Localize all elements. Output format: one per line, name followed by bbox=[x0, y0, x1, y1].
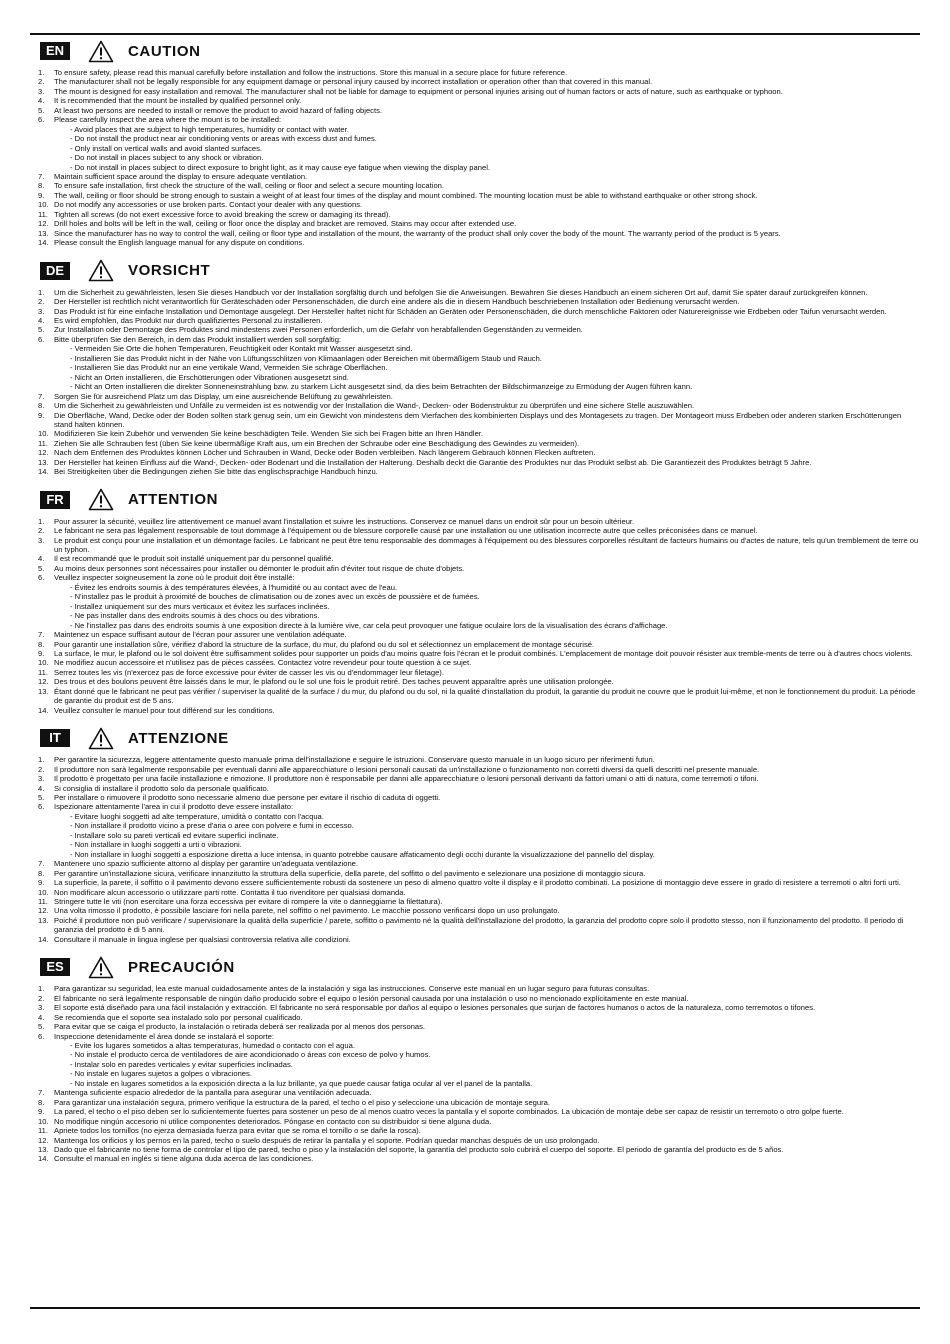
list-item bbox=[38, 1145, 920, 1154]
list-item bbox=[38, 916, 920, 935]
item-text: Si consiglia di installare il prodotto solo da personale qualificato. bbox=[54, 783, 269, 793]
list-item bbox=[38, 1136, 920, 1145]
list-item bbox=[38, 706, 920, 715]
list-item bbox=[38, 1117, 920, 1126]
warning-triangle-icon bbox=[88, 40, 114, 63]
item-number: 2. bbox=[38, 526, 45, 536]
item-number: 12. bbox=[38, 448, 49, 458]
item-number: 6. bbox=[38, 115, 45, 125]
list-item bbox=[38, 181, 920, 190]
list-item bbox=[38, 897, 920, 906]
section-title: ATTENTION bbox=[128, 491, 219, 509]
list-item bbox=[38, 1022, 920, 1031]
item-number: 5. bbox=[38, 793, 45, 802]
item-text: Para garantizar su seguridad, lea este manual cuidadosamente antes de la instalación y siga las instrucciones. Conserve este manual en un lugar seguro para futuras consultas. bbox=[54, 984, 650, 994]
item-text: Poiché il produttore non può verificare / supervisionare la qualità della superficie / parete, soffitto o pavimento né la qualità dell'installazione del prodotto, la garanzia del prodotto copre solo il prodotto stesso, non il funzionamento del prodotto. Il periodo di garanzia del prodotto è di 5 anni. bbox=[54, 915, 904, 935]
sub-item: - Do not install in places subject to direct exposure to bright light, as it may cause eye fatigue when viewing the display panel. bbox=[70, 162, 490, 172]
item-number: 2. bbox=[38, 764, 45, 774]
list-item bbox=[38, 106, 920, 115]
item-number: 12. bbox=[38, 906, 49, 916]
item-text: Non modificare alcun accessorio o utilizzare parti rotte. Contatta il tuo rivenditore per qualsiasi domanda. bbox=[54, 887, 406, 897]
item-text: Se recomienda que el soporte sea instalado solo por personal cualificado. bbox=[54, 1012, 303, 1022]
section-header bbox=[38, 489, 920, 511]
item-number: 4. bbox=[38, 1012, 45, 1022]
item-text: Es wird empfohlen, das Produkt nur durch qualifiziertes Personal zu installieren. bbox=[54, 315, 323, 325]
item-number: 14. bbox=[38, 1154, 49, 1164]
item-number: 11. bbox=[38, 896, 48, 906]
sub-list bbox=[54, 125, 920, 172]
instruction-list bbox=[38, 68, 920, 248]
item-number: 4. bbox=[38, 554, 45, 564]
instruction-list bbox=[38, 517, 920, 716]
item-text: Das Produkt ist für eine einfache Installation und Demontage ausgelegt. Der Hersteller haftet nicht für Schäden an Geräten oder Personenschäden, die durch menschliche Faktoren oder Naturereignisse wie Erdbeben oder Taifun verursacht werden. bbox=[54, 306, 887, 316]
instruction-list bbox=[38, 755, 920, 944]
item-text: Please carefully inspect the area where the mount is to be installed: bbox=[54, 115, 282, 125]
item-text: Il est recommandé que le produit soit installé uniquement par du personnel qualifié. bbox=[54, 554, 334, 564]
item-number: 3. bbox=[38, 86, 45, 96]
list-item bbox=[38, 238, 920, 247]
item-text: Inspeccione detenidamente el área donde se instalará el soporte: bbox=[54, 1031, 274, 1041]
item-text: Étant donné que le fabricant ne peut pas vérifier / superviser la qualité de la surface / du mur, du plafond ou du sol, ni la qualité d'installation du produit, la garantie du produit ne couvre que le produit lui-même, et non le fonctionnement du produit. La période de garantie du produit est de 5 ans. bbox=[54, 686, 916, 706]
item-text: El fabricante no será legalmente responsable de ningún daño producido sobre el equipo o lesión personal causada por una instalación o uso no mencionado explícitamente en este manual. bbox=[54, 993, 689, 1003]
instruction-list bbox=[38, 984, 920, 1164]
item-text: Pour assurer la sécurité, veuillez lire attentivement ce manuel avant l'installation et suivre les instructions. Conservez ce manuel dans un endroit sûr pour un besoin ultérieur. bbox=[54, 516, 635, 526]
item-number: 3. bbox=[38, 535, 45, 545]
item-text: Dado que el fabricante no tiene forma de controlar el tipo de pared, techo o piso y la instalación del soporte, la garantía del producto solo cubrirá el cuerpo del soporte. El periodo de garantía del producto es de 5 años. bbox=[54, 1144, 784, 1154]
list-item bbox=[38, 316, 920, 325]
item-text: Apriete todos los tornillos (no ejerza demasiada fuerza para evitar que se roma el tornillo o se dañe la rosca). bbox=[54, 1126, 421, 1136]
item-text: Il produttore non sarà legalmente responsabile per eventuali danni alle apparecchiature o lesioni personali causati da un'installazione o funzionamento non corretti diversi da quelli descritti nel presente manuale. bbox=[54, 764, 760, 774]
list-item bbox=[38, 687, 920, 706]
item-number: 8. bbox=[38, 868, 45, 878]
item-text: Mantenga los orificios y los pernos en la pared, techo o suelo después de retirar la pantalla y el soporte. Podrían quedar manchas después de un uso prolongado. bbox=[54, 1135, 600, 1145]
item-number: 13. bbox=[38, 457, 49, 467]
item-text: Per garantire la sicurezza, leggere attentamente questo manuale prima dell'installazione e seguire le istruzioni. Conservare questo manuale in un luogo sicuro per riferimenti futuri. bbox=[54, 755, 655, 765]
list-item bbox=[38, 802, 920, 859]
item-number: 7. bbox=[38, 171, 45, 181]
section-es bbox=[38, 956, 920, 1164]
section-header bbox=[38, 956, 920, 978]
item-number: 9. bbox=[38, 649, 45, 659]
item-number: 10. bbox=[38, 200, 49, 210]
sub-item: - Avoid places that are subject to high temperatures, humidity or contact with water. bbox=[70, 124, 349, 134]
list-item bbox=[38, 115, 920, 172]
item-number: 10. bbox=[38, 1116, 49, 1126]
section-title: CAUTION bbox=[128, 42, 201, 60]
bottom-rule bbox=[30, 1307, 920, 1309]
sub-item: - Nicht an Orten installieren die direkter Sonneneinstrahlung bzw. zu starkem Licht ausgesetzt sind, da dies beim Betrachten der Bildschirmanzeige zu Ermüdung der Augen führen kann. bbox=[70, 382, 693, 392]
item-number: 4. bbox=[38, 315, 45, 325]
item-text: Ziehen Sie alle Schrauben fest (üben Sie keine übermäßige Kraft aus, um ein Brechen der Schraube oder eine Beschädigung des Gewindes zu vermeiden). bbox=[54, 438, 580, 448]
item-number: 14. bbox=[38, 467, 49, 477]
item-number: 10. bbox=[38, 887, 49, 897]
section-title: PRECAUCIÓN bbox=[128, 958, 235, 976]
item-number: 7. bbox=[38, 391, 45, 401]
item-text: Bei Streitigkeiten über die Bedingungen ziehen Sie bitte das englischsprachige Handbuch hinzu. bbox=[54, 467, 378, 477]
section-en bbox=[38, 40, 920, 248]
item-text: Para evitar que se caiga el producto, la instalación o retirada deberá ser realizada por al menos dos personas. bbox=[54, 1022, 426, 1032]
item-number: 2. bbox=[38, 77, 45, 87]
list-item bbox=[38, 191, 920, 200]
list-item bbox=[38, 1013, 920, 1022]
list-item bbox=[38, 526, 920, 535]
item-number: 8. bbox=[38, 401, 45, 411]
section-header bbox=[38, 727, 920, 749]
item-number: 9. bbox=[38, 1107, 45, 1117]
item-number: 8. bbox=[38, 181, 45, 191]
item-text: Serrez toutes les vis (n'exercez pas de force excessive pour éviter de casser les vis ou d'endommager leur filetage). bbox=[54, 667, 444, 677]
instruction-list bbox=[38, 288, 920, 477]
list-item bbox=[38, 564, 920, 573]
warning-triangle-icon bbox=[88, 727, 114, 750]
item-number: 6. bbox=[38, 1031, 45, 1041]
item-number: 14. bbox=[38, 934, 49, 944]
language-badge: EN bbox=[40, 42, 70, 60]
sub-item: - No instale en lugares sometidos a la exposición directa a la luz brillante, ya que puede causar fatiga ocular al ver el panel de la pantalla. bbox=[70, 1078, 533, 1088]
item-number: 5. bbox=[38, 563, 45, 573]
item-number: 3. bbox=[38, 774, 45, 784]
list-item bbox=[38, 411, 920, 430]
item-number: 5. bbox=[38, 325, 45, 335]
item-number: 11. bbox=[38, 438, 48, 448]
sub-item: - Instalar solo en paredes verticales y evitar superficies inclinadas. bbox=[70, 1059, 293, 1069]
item-number: 7. bbox=[38, 1088, 45, 1098]
list-item bbox=[38, 994, 920, 1003]
list-item bbox=[38, 325, 920, 334]
item-text: Nach dem Entfernen des Produktes können Löcher und Schrauben in Wand, Decke oder Boden verbleiben. Nach längerem Gebrauch können Flecken auftreten. bbox=[54, 448, 596, 458]
sub-item: - Non installare in luoghi soggetti a urti o vibrazioni. bbox=[70, 840, 242, 850]
sub-item: - Do not install the product near air conditioning vents or areas with excess dust and fumes. bbox=[70, 134, 377, 144]
item-text: To ensure safe installation, first check the structure of the wall, ceiling or floor and select a secure mounting location. bbox=[54, 181, 445, 191]
item-text: Consulte el manual en inglés si tiene alguna duda acerca de las condiciones. bbox=[54, 1154, 314, 1164]
item-text: Zur Installation oder Demontage des Produktes sind mindestens zwei Personen erforderlich, um die Gefahr von herabfallenden Gegenständen zu vermeiden. bbox=[54, 325, 583, 335]
list-item bbox=[38, 219, 920, 228]
item-number: 8. bbox=[38, 639, 45, 649]
list-item bbox=[38, 649, 920, 658]
sub-list bbox=[54, 583, 920, 630]
item-text: Pour garantir une installation sûre, vérifiez d'abord la structure de la surface, du mur, du plafond ou du sol et sélectionnez un emplacement de montage sécurisé. bbox=[54, 639, 595, 649]
list-item bbox=[38, 888, 920, 897]
list-item bbox=[38, 517, 920, 526]
item-number: 5. bbox=[38, 1022, 45, 1032]
item-number: 14. bbox=[38, 705, 49, 715]
sub-item: - Only install on vertical walls and avoid slanted surfaces. bbox=[70, 143, 263, 153]
language-badge: IT bbox=[40, 729, 70, 747]
sub-item: - Évitez les endroits soumis à des températures élevées, à l'humidité ou au contact avec de l'eau. bbox=[70, 582, 398, 592]
list-item bbox=[38, 573, 920, 630]
list-item bbox=[38, 630, 920, 639]
item-number: 9. bbox=[38, 190, 45, 200]
list-item bbox=[38, 869, 920, 878]
top-rule bbox=[30, 33, 920, 35]
item-text: Drill holes and bolts will be left in the wall, ceiling or floor once the display and bracket are removed. Stains may occur after extended use. bbox=[54, 219, 517, 229]
item-text: Please consult the English language manual for any dispute on conditions. bbox=[54, 238, 305, 248]
list-item bbox=[38, 172, 920, 181]
sub-item: - No instale el producto cerca de ventiladores de aire acondicionado o áreas con exceso de polvo y humos. bbox=[70, 1050, 431, 1060]
section-title: VORSICHT bbox=[128, 262, 211, 280]
item-text: Au moins deux personnes sont nécessaires pour installer ou démonter le produit afin d'éviter tout risque de chute d'objets. bbox=[54, 563, 465, 573]
sub-item: - Installez uniquement sur des murs verticaux et évitez les surfaces inclinées. bbox=[70, 601, 330, 611]
list-item bbox=[38, 984, 920, 993]
item-number: 13. bbox=[38, 228, 49, 238]
list-item bbox=[38, 554, 920, 563]
list-item bbox=[38, 1107, 920, 1116]
item-text: Bitte überprüfen Sie den Bereich, in dem das Produkt installiert werden soll sorgfältig: bbox=[54, 334, 342, 344]
item-number: 1. bbox=[38, 516, 45, 526]
list-item bbox=[38, 392, 920, 401]
list-item bbox=[38, 1098, 920, 1107]
item-number: 8. bbox=[38, 1097, 45, 1107]
item-text: Ne modifiez aucun accessoire et n'utilisez pas de pièces cassées. Contactez votre revendeur pour toute question à ce sujet. bbox=[54, 658, 472, 668]
item-text: Do not modify any accessories or use broken parts. Contact your dealer with any questions. bbox=[54, 200, 363, 210]
sub-item: - No instale en lugares sujetos a golpes o vibraciones. bbox=[70, 1069, 252, 1079]
item-number: 4. bbox=[38, 783, 45, 793]
section-header bbox=[38, 40, 920, 62]
list-item bbox=[38, 458, 920, 467]
list-item bbox=[38, 765, 920, 774]
list-item bbox=[38, 784, 920, 793]
item-number: 13. bbox=[38, 686, 49, 696]
item-number: 3. bbox=[38, 1003, 45, 1013]
item-number: 5. bbox=[38, 105, 45, 115]
list-item bbox=[38, 1088, 920, 1097]
item-text: Le fabricant ne sera pas légalement responsable de tout dommage à l'équipement ou de blessure corporelle causé par une installation ou une utilisation incorrecte autre que celles préconisées dans ce manuel. bbox=[54, 526, 758, 536]
item-number: 9. bbox=[38, 410, 45, 420]
list-item bbox=[38, 68, 920, 77]
sub-item: - N'installez pas le produit à proximité de bouches de climatisation ou de zones avec un excès de poussière et de fumées. bbox=[70, 592, 480, 602]
list-item bbox=[38, 906, 920, 915]
list-item bbox=[38, 668, 920, 677]
list-item bbox=[38, 640, 920, 649]
list-item bbox=[38, 229, 920, 238]
item-number: 1. bbox=[38, 68, 45, 77]
item-number: 13. bbox=[38, 1144, 49, 1154]
list-item bbox=[38, 1032, 920, 1089]
item-text: It is recommended that the mount be installed by qualified personnel only. bbox=[54, 96, 302, 106]
item-text: La pared, el techo o el piso deben ser lo suficientemente fuertes para sostener un peso de al menos cuatro veces la pantalla y el soporte combinados. La ubicación de montaje debe ser capaz de resistir un terremoto o otro golpe fuerte. bbox=[54, 1107, 844, 1117]
item-text: No modifique ningún accesorio ni utilice componentes deteriorados. Póngase en contacto con su distribuidor si tiene alguna duda. bbox=[54, 1116, 492, 1126]
warning-triangle-icon bbox=[88, 956, 114, 979]
document-body bbox=[38, 40, 920, 1176]
list-item bbox=[38, 288, 920, 297]
item-number: 12. bbox=[38, 1135, 49, 1145]
item-number: 4. bbox=[38, 96, 45, 106]
item-number: 3. bbox=[38, 306, 45, 316]
item-number: 6. bbox=[38, 334, 45, 344]
list-item bbox=[38, 87, 920, 96]
sub-list bbox=[54, 344, 920, 391]
list-item bbox=[38, 77, 920, 86]
item-text: Modifizieren Sie kein Zubehör und verwenden Sie keine beschädigten Teile. Wenden Sie sich bei Fragen bitte an Ihren Händler. bbox=[54, 429, 484, 439]
item-text: Consultare il manuale in lingua inglese per qualsiasi controversia relativa alle condizioni. bbox=[54, 934, 351, 944]
item-number: 9. bbox=[38, 878, 45, 888]
sub-item: - Evitare luoghi soggetti ad alte temperature, umidità o contatto con l'acqua. bbox=[70, 811, 324, 821]
list-item bbox=[38, 755, 920, 764]
item-number: 1. bbox=[38, 287, 45, 297]
sub-item: - Non installare il prodotto vicino a prese d'aria o aree con polvere e fumi in eccesso. bbox=[70, 821, 354, 831]
list-item bbox=[38, 335, 920, 392]
item-text: The wall, ceiling or floor should be strong enough to sustain a weight of at least four times of the display and mount combined. The mounting location must be able to withstand earthquake or other strong shock. bbox=[54, 190, 758, 200]
item-number: 6. bbox=[38, 573, 45, 583]
item-text: To ensure safety, please read this manual carefully before installation and follow the instructions. Store this manual in a secure place for future reference. bbox=[54, 68, 568, 77]
list-item bbox=[38, 429, 920, 438]
item-number: 11. bbox=[38, 667, 48, 677]
sub-item: - Installieren Sie das Produkt nicht in der Nähe von Lüftungsschlitzen von Klimaanlagen oder Bereichen mit übermäßigem Staub und Rauch. bbox=[70, 353, 542, 363]
sub-item: - Ne pas installer dans des endroits soumis à des chocs ou des vibrations. bbox=[70, 611, 320, 621]
list-item bbox=[38, 793, 920, 802]
item-text: Stringere tutte le viti (non esercitare una forza eccessiva per evitare di rompere la vite o danneggiarne la filettatura). bbox=[54, 896, 443, 906]
language-badge: ES bbox=[40, 958, 70, 976]
list-item bbox=[38, 297, 920, 306]
list-item bbox=[38, 1154, 920, 1163]
section-title: ATTENZIONE bbox=[128, 729, 229, 747]
item-number: 12. bbox=[38, 677, 49, 687]
list-item bbox=[38, 935, 920, 944]
item-number: 2. bbox=[38, 297, 45, 307]
list-item bbox=[38, 677, 920, 686]
item-text: Veuillez consulter le manuel pour tout différend sur les conditions. bbox=[54, 705, 275, 715]
section-header bbox=[38, 260, 920, 282]
language-badge: FR bbox=[40, 491, 70, 509]
sub-item: - Evite los lugares sometidos a altas temperaturas, humedad o contacto con el agua. bbox=[70, 1040, 355, 1050]
list-item bbox=[38, 448, 920, 457]
item-text: Since the manufacturer has no way to control the wall, ceiling or floor type and installation of the mount, the warranty of the product shall only cover the body of the mount. The warranty period of the product is 5 years. bbox=[54, 228, 781, 238]
list-item bbox=[38, 200, 920, 209]
item-text: Veuillez inspecter soigneusement la zone où le produit doit être installé: bbox=[54, 573, 295, 583]
sub-item: - Installieren Sie das Produkt nur an eine vertikale Wand, Vermeiden Sie schräge Oberflächen. bbox=[70, 363, 388, 373]
sub-item: - Do not install in places subject to any shock or vibration. bbox=[70, 153, 264, 163]
section-de bbox=[38, 260, 920, 477]
item-number: 11. bbox=[38, 209, 48, 219]
item-text: Mantenere uno spazio sufficiente attorno al display per garantire un'adeguata ventilazione. bbox=[54, 859, 358, 869]
section-fr bbox=[38, 489, 920, 716]
item-text: Para garantizar una instalación segura, primero verifique la estructura de la pared, el techo o el piso y seleccione una ubicación de montaje segura. bbox=[54, 1097, 550, 1107]
item-number: 6. bbox=[38, 802, 45, 812]
item-text: Mantenga suficiente espacio alrededor de la pantalla para asegurar una ventilación adecuada. bbox=[54, 1088, 372, 1098]
list-item bbox=[38, 307, 920, 316]
item-text: Die Oberfläche, Wand, Decke oder der Boden sollten stark genug sein, um ein Gewicht von mindestens dem Vierfachen des kombinierten Displays und des Montagesets zu tragen. Der Montageort muss Erdbeben oder anderen starken Erschütterungen stand halten können. bbox=[54, 410, 902, 429]
sub-item: - Vermeiden Sie Orte die hohen Temperaturen, Feuchtigkeit oder Kontakt mit Wasser ausgesetzt sind. bbox=[70, 344, 413, 354]
list-item bbox=[38, 96, 920, 105]
item-text: El soporte está diseñado para una fácil instalación y extracción. El fabricante no será responsable por daños al equipo o lesiones personales que surjan de factores humanos o actos de la naturaleza, como terremotos o tifones. bbox=[54, 1003, 816, 1013]
item-text: Der Hersteller ist rechtlich nicht verantwortlich für Geräteschäden oder Personenschäden, die durch eine andere als die in diesem Handbuch beschriebenen Installation oder Bedienung verursacht werden. bbox=[54, 297, 740, 307]
item-number: 11. bbox=[38, 1126, 48, 1136]
list-item bbox=[38, 1126, 920, 1135]
list-item bbox=[38, 658, 920, 667]
list-item bbox=[38, 774, 920, 783]
item-number: 2. bbox=[38, 993, 45, 1003]
list-item bbox=[38, 878, 920, 887]
list-item bbox=[38, 467, 920, 476]
item-text: Der Hersteller hat keinen Einfluss auf die Wand-, Decken- oder Bodenart und die Installation der Halterung. Deshalb deckt die Garantie des Produktes nur das Produkt selbst ab. Die Garantiezeit des Produktes beträgt 5 Jahre. bbox=[54, 457, 812, 467]
item-text: At least two persons are needed to install or remove the product to avoid hazard of falling objects. bbox=[54, 105, 382, 115]
item-number: 7. bbox=[38, 859, 45, 869]
list-item bbox=[38, 401, 920, 410]
item-text: The mount is designed for easy installation and removal. The manufacturer shall not be liable for damage to equipment or personal injuries arising out of human factors or acts of nature, such as earthquake or typhoon. bbox=[54, 86, 783, 96]
item-number: 1. bbox=[38, 755, 45, 765]
item-number: 14. bbox=[38, 238, 49, 248]
item-text: Per garantire un'installazione sicura, verificare innanzitutto la struttura della superficie, della parete, del soffitto o del pavimento e selezionare una posizione di montaggio sicura. bbox=[54, 868, 646, 878]
item-text: The manufacturer shall not be legally responsible for any equipment damage or personal injury caused by incorrect installation or operation other than that covered in this manual. bbox=[54, 77, 653, 87]
language-badge: DE bbox=[40, 262, 70, 280]
item-text: La superficie, la parete, il soffitto o il pavimento devono essere sufficientemente robusti da sostenere un peso di almeno quattro volte il display e il prodotto combinati. La posizione di montaggio deve essere in grado di resistere a terremoti o altri forti urti. bbox=[54, 878, 901, 888]
sub-item: - Installare solo su pareti verticali ed evitare superfici inclinate. bbox=[70, 830, 279, 840]
list-item bbox=[38, 859, 920, 868]
sub-item: - Nicht an Orten installieren, die Erschütterungen oder Vibrationen ausgesetzt sind. bbox=[70, 372, 349, 382]
item-text: Um die Sicherheit zu gewährleisten und Unfälle zu vermeiden ist es notwendig vor der Installation die Wand-, Decken- oder Bodenstruktur zu überprüfen und eine sichere Stelle auszuwählen. bbox=[54, 401, 695, 411]
item-text: Sorgen Sie für ausreichend Platz um das Display, um eine ausreichende Belüftung zu gewährleisten. bbox=[54, 391, 393, 401]
item-number: 7. bbox=[38, 630, 45, 640]
item-number: 1. bbox=[38, 984, 45, 994]
sub-list bbox=[54, 812, 920, 859]
item-text: Le produit est conçu pour une installation et un démontage faciles. Le fabricant ne peut être tenu responsable des dommages à l'équipement ou des blessures corporelles résultant de facteurs humains ou d'actes de nature, tels qu'un tremblement de terre ou un typhon. bbox=[54, 535, 919, 555]
sub-item: - Ne l'installez pas dans des endroits soumis à une exposition directe à la lumière vive, car cela peut provoquer une fatigue oculaire lors de la visualisation des écrans d'affichage. bbox=[70, 620, 668, 630]
sub-list bbox=[54, 1041, 920, 1088]
item-text: La surface, le mur, le plafond ou le sol doivent être suffisamment solides pour supporter un poids d'au moins quatre fois l'écran et le produit combinés. L'emplacement de montage doit pouvoir résister aux tremble-ments de terre ou à d'autres chocs violents. bbox=[54, 649, 913, 659]
item-number: 13. bbox=[38, 915, 49, 925]
item-text: Ispezionare attentamente l'area in cui il prodotto deve essere installato: bbox=[54, 802, 294, 812]
item-text: Una volta rimosso il prodotto, è possibile lasciare fori nella parete, nel soffitto o nel pavimento. Le macchie possono verificarsi dopo un uso prolungato. bbox=[54, 906, 560, 916]
list-item bbox=[38, 439, 920, 448]
item-text: Des trous et des boulons peuvent être laissés dans le mur, le plafond ou le sol une fois le produit retiré. Des taches peuvent apparaître après une utilisation prolongée. bbox=[54, 677, 614, 687]
list-item bbox=[38, 210, 920, 219]
section-it bbox=[38, 727, 920, 944]
warning-triangle-icon bbox=[88, 259, 114, 282]
item-text: Tighten all screws (do not exert excessive force to avoid breaking the screw or damaging its thread). bbox=[54, 209, 391, 219]
item-text: Per installare o rimuovere il prodotto sono necessarie almeno due persone per evitare il rischio di caduta di oggetti. bbox=[54, 793, 441, 802]
item-text: Il prodotto è progettato per una facile installazione e rimozione. Il produttore non è responsabile per danni alle apparecchiature o lesioni personali derivanti da fattori umani o atti di natura, come terremoti o tifoni. bbox=[54, 774, 759, 784]
item-number: 12. bbox=[38, 219, 49, 229]
warning-triangle-icon bbox=[88, 488, 114, 511]
item-number: 10. bbox=[38, 658, 49, 668]
sub-item: - Non installare in luoghi soggetti a esposizione diretta a luce intensa, in quanto potrebbe causare affaticamento degli occhi durante la visualizzazione del pannello del display. bbox=[70, 849, 655, 859]
item-text: Maintain sufficient space around the display to ensure adequate ventilation. bbox=[54, 171, 308, 181]
item-number: 10. bbox=[38, 429, 49, 439]
list-item bbox=[38, 536, 920, 555]
list-item bbox=[38, 1003, 920, 1012]
item-text: Maintenez un espace suffisant autour de l'écran pour assurer une ventilation adéquate. bbox=[54, 630, 347, 640]
item-text: Um die Sicherheit zu gewährleisten, lesen Sie dieses Handbuch vor der Installation sorgfältig durch und befolgen Sie die Anweisungen. Bewahren Sie dieses Handbuch an einem sicheren Ort auf, damit Sie später darauf zurückgreifen können. bbox=[54, 287, 868, 297]
